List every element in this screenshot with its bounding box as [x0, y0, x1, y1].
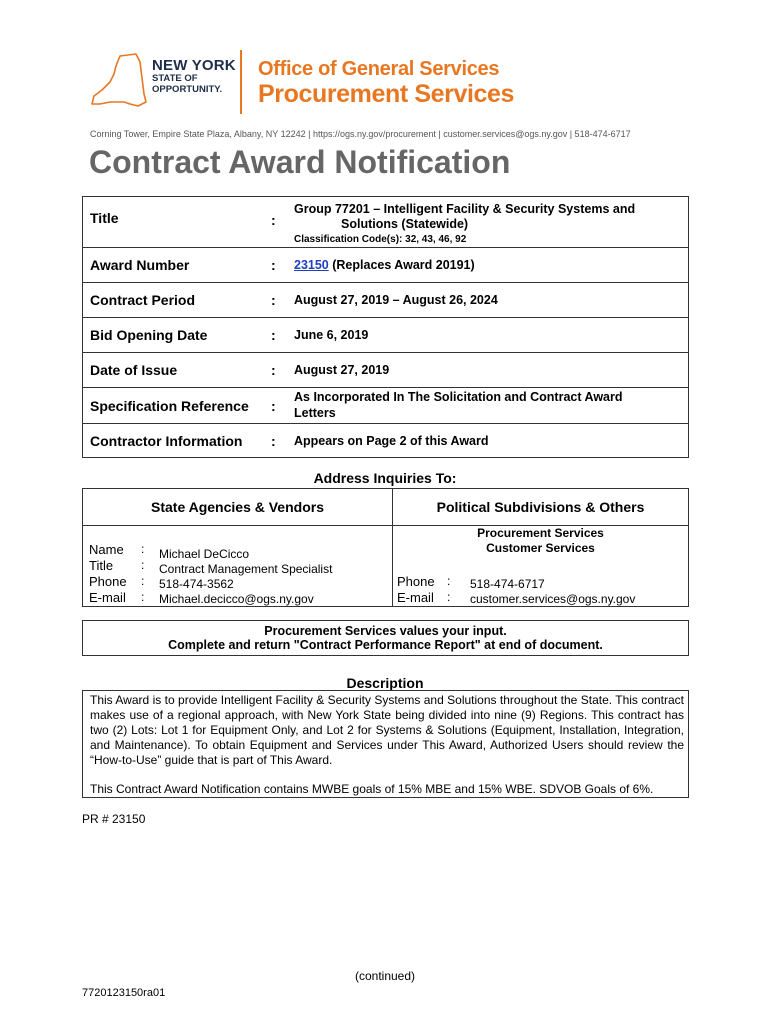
- email-label: E-mail: [89, 590, 126, 605]
- award-number-replaces: (Replaces Award 20191): [328, 258, 475, 272]
- state-agencies-header: State Agencies & Vendors: [151, 499, 324, 515]
- logo-divider: [240, 50, 242, 114]
- customer-services-phone: 518-474-6717: [470, 577, 545, 591]
- colon: :: [141, 590, 145, 604]
- contract-period-label: Contract Period: [90, 292, 196, 308]
- row-bid-opening: [83, 318, 688, 353]
- title-label: Title: [90, 210, 119, 226]
- procurement-title: Procurement Services: [258, 80, 515, 108]
- colon: :: [141, 574, 145, 588]
- notice-line1: Procurement Services values your input.: [264, 624, 507, 638]
- colon: :: [271, 398, 276, 414]
- bid-opening-label: Bid Opening Date: [90, 327, 208, 343]
- nys-logo-text: [152, 58, 236, 95]
- colon: :: [141, 558, 145, 572]
- logo-state-of: STATE OF: [152, 73, 198, 84]
- description-title: Description: [346, 675, 424, 691]
- colon: :: [271, 257, 276, 273]
- phone-label: Phone: [89, 574, 127, 589]
- address-inquiries-title: Address Inquiries To:: [313, 470, 457, 486]
- title-label: Title: [89, 558, 114, 573]
- customer-services-org: Customer Services: [486, 541, 595, 555]
- row-contract-period: [83, 283, 688, 318]
- contract-period-value: August 27, 2019 – August 26, 2024: [294, 293, 498, 307]
- colon: :: [141, 542, 145, 556]
- contact-name: Michael DeCicco: [159, 547, 250, 561]
- procurement-services-org: Procurement Services: [477, 526, 604, 540]
- colon: :: [447, 590, 451, 604]
- customer-services-email[interactable]: customer.services@ogs.ny.gov: [470, 592, 636, 606]
- description-box: [82, 690, 689, 798]
- logo-opportunity: OPPORTUNITY.: [152, 84, 223, 95]
- row-contractor-information: [83, 424, 688, 457]
- notice-line2: Complete and return "Contract Performance Report" at end of document.: [168, 638, 603, 652]
- date-of-issue-value: August 27, 2019: [294, 363, 390, 377]
- page-title: Contract Award Notification: [89, 144, 511, 180]
- feedback-notice: [82, 620, 689, 656]
- colon: :: [271, 212, 276, 228]
- contractor-info-label: Contractor Information: [90, 433, 243, 449]
- name-label: Name: [89, 542, 124, 557]
- spec-reference-value-line1: As Incorporated In The Solicitation and Contract Award: [294, 390, 623, 404]
- colon: :: [271, 362, 276, 378]
- spec-reference-value-line2: Letters: [294, 406, 336, 420]
- award-number-value: [294, 258, 684, 272]
- award-number-label: Award Number: [90, 257, 190, 273]
- spec-reference-label: Specification Reference: [90, 398, 249, 414]
- title-value-line1: Group 77201 – Intelligent Facility & Security Systems and: [294, 202, 636, 216]
- mwbe-goals-paragraph: This Contract Award Notification contains MWBE goals of 15% MBE and 15% WBE. SDVOB Goals of 6%.: [90, 782, 654, 796]
- row-title: [83, 197, 688, 248]
- contact-email[interactable]: Michael.decicco@ogs.ny.gov: [159, 592, 314, 606]
- contact-title: Contract Management Specialist: [159, 562, 333, 576]
- description-paragraph: This Award is to provide Intelligent Facility & Security Systems and Solutions throughout the State. This contract makes use of a regional approach, with New York State being divided into nine (9) Regions. This contract has two (2) Lots: Lot 1 for Equipment Only, and Lot 2 for Systems & Solutions (Equipment, Installation, Integration, and Maintenance). To obtain Equipment and Services under This Award, Authorized Users should review the “How-to-Use” guide that is part of This Award.: [90, 693, 684, 767]
- address-inquiries-table: [82, 488, 689, 607]
- office-title: Office of General Services: [258, 58, 500, 80]
- phone-label: Phone: [397, 574, 435, 589]
- header-address: Corning Tower, Empire State Plaza, Albany, NY 12242 | https://ogs.ny.gov/procurement | customer.services@ogs.ny.gov | 518-474-6717: [90, 129, 631, 139]
- date-of-issue-label: Date of Issue: [90, 362, 178, 378]
- colon: :: [271, 292, 276, 308]
- contractor-info-value: Appears on Page 2 of this Award: [294, 434, 489, 448]
- email-label: E-mail: [397, 590, 434, 605]
- pr-number: PR # 23150: [82, 812, 146, 826]
- contact-phone: 518-474-3562: [159, 577, 234, 591]
- colon: :: [271, 327, 276, 343]
- political-subdivisions-header: Political Subdivisions & Others: [436, 499, 645, 515]
- title-value-line2: Solutions (Statewide): [341, 217, 469, 231]
- row-date-of-issue: [83, 353, 688, 388]
- colon: :: [271, 433, 276, 449]
- document-code: 7720123150ra01: [82, 987, 166, 999]
- award-number-link[interactable]: 23150: [294, 258, 329, 272]
- continued-note: (continued): [354, 969, 416, 983]
- logo-new-york: NEW YORK: [152, 57, 236, 74]
- award-details-table: [82, 196, 689, 458]
- inquiries-header-row: [83, 489, 688, 526]
- row-award-number: [83, 248, 688, 283]
- colon: :: [447, 574, 451, 588]
- classification-codes: Classification Code(s): 32, 43, 46, 92: [294, 234, 467, 245]
- bid-opening-value: June 6, 2019: [294, 328, 369, 342]
- row-specification-reference: [83, 388, 688, 424]
- new-york-state-outline-icon: [88, 52, 150, 112]
